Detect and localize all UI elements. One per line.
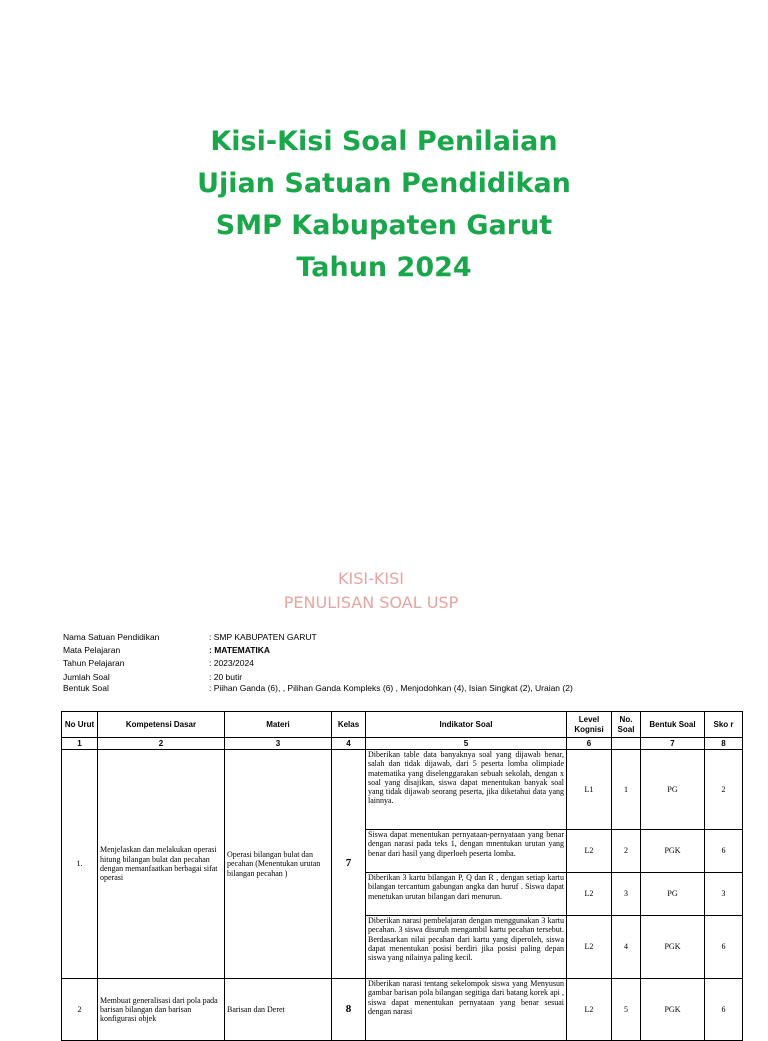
meta-value: : 2023/2024 xyxy=(209,658,254,669)
header-indikator-soal: Indikator Soal xyxy=(366,712,567,738)
column-number-row xyxy=(62,738,743,750)
cell-skor: 6 xyxy=(705,916,743,979)
table-row xyxy=(62,979,743,1041)
cover-title-line-2: Ujian Satuan Pendidikan xyxy=(197,168,571,199)
cell-no-soal: 2 xyxy=(612,830,641,873)
cell-indikator: Diberikan narasi tentang sekelompok siswa yang Menyusun gambar barisan pola bilangan segitiga dari batang korek api , siswa dapat menentukan pernyataan yang benar sesuai dengan narasi xyxy=(366,979,567,1041)
cell-bentuk: PGK xyxy=(641,830,705,873)
meta-value: : MATEMATIKA xyxy=(209,645,271,656)
col-number: 4 xyxy=(332,738,366,750)
header-kompetensi-dasar: Kompetensi Dasar xyxy=(98,712,225,738)
header-skor: Sko r xyxy=(705,712,743,738)
header-no-soal: No. Soal xyxy=(612,712,641,738)
header-level-kognisi: Level Kognisi xyxy=(567,712,612,738)
cover-title-line-1: Kisi-Kisi Soal Penilaian xyxy=(210,126,558,157)
cell-indikator: Diberikan table data banyaknya soal yang dijawab benar, salah dan tidak dijawab, dari 5 peserta lomba olimpiade matematika yang diselenggarakan sebuah sekolah, dengan x soal yang disajikan, siswa dapat menentukan banyak soal yang tidak dijawab seorang peserta, jika diketahui data yang lainnya. xyxy=(366,750,567,830)
cell-level: L2 xyxy=(567,916,612,979)
cell-no-soal: 1 xyxy=(612,750,641,830)
cell-bentuk: PGK xyxy=(641,916,705,979)
cell-no-urut: 1. xyxy=(62,750,98,979)
meta-label: Tahun Pelajaran xyxy=(63,658,125,669)
cell-no-soal: 5 xyxy=(612,979,641,1041)
col-number: 2 xyxy=(98,738,225,750)
cell-bentuk: PG xyxy=(641,750,705,830)
cell-kelas: 8 xyxy=(332,979,366,1041)
cell-indikator: Diberikan 3 kartu bilangan P, Q dan R , dengan setiap kartu bilangan tercantum gabungan angka dan huruf . Siswa dapat menetukan urutan bilangan dari menurun. xyxy=(366,873,567,916)
cell-level: L2 xyxy=(567,830,612,873)
meta-label: Nama Satuan Pendidikan xyxy=(63,632,160,642)
col-number xyxy=(612,738,641,750)
cell-no-soal: 4 xyxy=(612,916,641,979)
cell-skor: 6 xyxy=(705,830,743,873)
meta-label: Mata Pelajaran xyxy=(63,645,121,656)
col-number: 7 xyxy=(641,738,705,750)
meta-row-subject xyxy=(63,644,573,657)
cell-skor: 6 xyxy=(705,979,743,1041)
meta-value: : Piihan Ganda (6), , Pilihan Ganda Kompleks (6) , Menjodohkan (4), Isian Singkat (2), Uraian (2) xyxy=(209,682,573,693)
cell-level: L2 xyxy=(567,979,612,1041)
section-heading xyxy=(0,567,742,615)
document-meta xyxy=(63,631,573,694)
header-bentuk-soal: Bentuk Soal xyxy=(641,712,705,738)
cell-materi: Operasi bilangan bulat dan pecahan (Menentukan urutan bilangan pecahan ) xyxy=(225,750,332,979)
meta-label: Bentuk Soal xyxy=(63,682,109,693)
header-kelas: Kelas xyxy=(332,712,366,738)
col-number: 8 xyxy=(705,738,743,750)
cell-level: L1 xyxy=(567,750,612,830)
section-heading-line-2: PENULISAN SOAL USP xyxy=(283,593,459,612)
cell-bentuk: PGK xyxy=(641,979,705,1041)
header-no-urut: No Urut xyxy=(62,712,98,738)
col-number: 1 xyxy=(62,738,98,750)
cell-skor: 3 xyxy=(705,873,743,916)
cell-no-soal: 3 xyxy=(612,873,641,916)
meta-row-school xyxy=(63,631,573,644)
meta-value: : SMP KABUPATEN GARUT xyxy=(209,632,317,642)
meta-value: : 20 butir xyxy=(209,671,243,682)
cell-kompetensi-dasar: Membuat generalisasi dari pola pada barisan bilangan dan barisan konfigurasi objek xyxy=(98,979,225,1041)
cell-indikator: Siswa dapat menentukan pernyataan-pernyataan yang benar dengan narasi pada teks 1, dengan mnentukan urutan yang benar dari hasil yang diperloeh peserta lomba. xyxy=(366,830,567,873)
cell-indikator: Diberikan narasi pembelajaran dengan menggunakan 3 kartu pecahan. 3 siswa disuruh mengambil kartu pecahan tersebut. Berdasarkan nilai pecahan dari kartu yang diperoleh, siswa dapat menentukan posisi berdiri jika posisi paling depan siswa yang nilainya paling kecil. xyxy=(366,916,567,979)
header-materi: Materi xyxy=(225,712,332,738)
blueprint-table xyxy=(61,711,743,1041)
cover-title-line-4: Tahun 2024 xyxy=(296,252,472,283)
cell-materi: Barisan dan Deret xyxy=(225,979,332,1041)
meta-row-year xyxy=(63,657,573,670)
col-number: 3 xyxy=(225,738,332,750)
cell-no-urut: 2 xyxy=(62,979,98,1041)
col-number: 5 xyxy=(366,738,567,750)
section-heading-line-1: KISI-KISI xyxy=(338,569,404,588)
cell-kompetensi-dasar: Menjelaskan dan melakukan operasi hitung bilangan bulat dan pecahan dengan memanfaatkan berbagai sifat operasi xyxy=(98,750,225,979)
table-header-row xyxy=(62,712,743,738)
table-row xyxy=(62,750,743,830)
cover-title-line-3: SMP Kabupaten Garut xyxy=(215,210,553,241)
cell-bentuk: PG xyxy=(641,873,705,916)
meta-row-format xyxy=(63,684,573,694)
meta-label: Jumlah Soal xyxy=(63,671,110,682)
cell-level: L2 xyxy=(567,873,612,916)
cell-skor: 2 xyxy=(705,750,743,830)
cell-kelas: 7 xyxy=(332,750,366,979)
cover-title xyxy=(0,121,768,289)
col-number: 6 xyxy=(567,738,612,750)
meta-row-count xyxy=(63,671,573,684)
